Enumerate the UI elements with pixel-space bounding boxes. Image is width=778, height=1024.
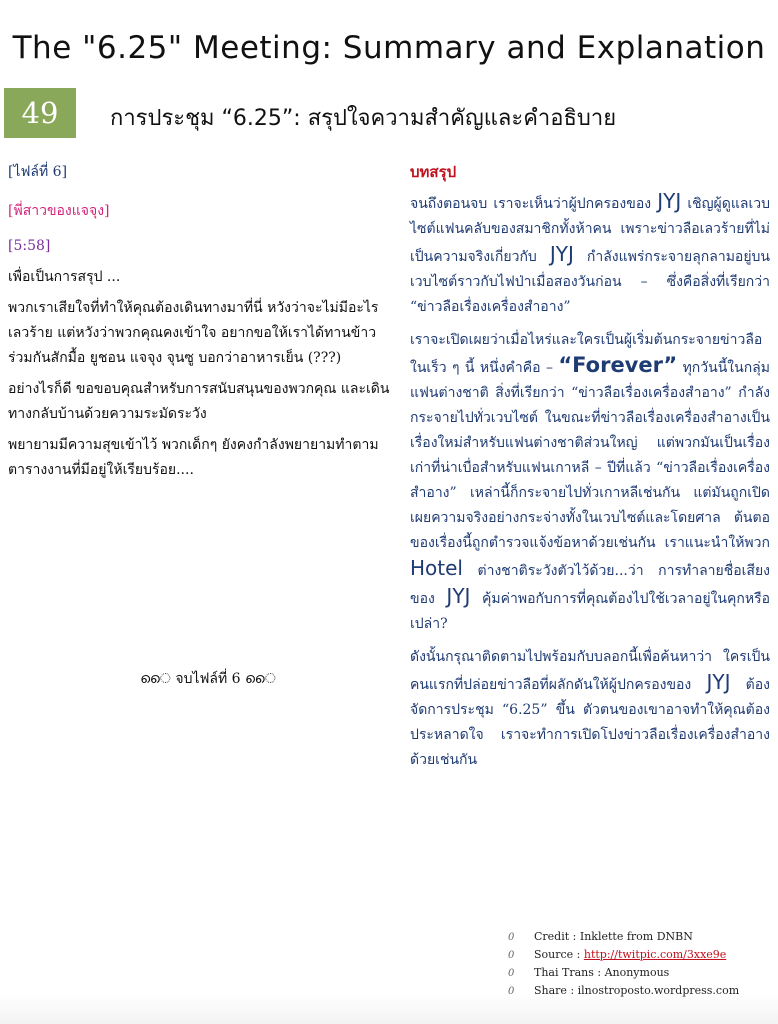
transcript-paragraph: เพื่อเป็นการสรุป ... [8, 269, 121, 285]
text-span: ทุกวันนี้ในกลุ่มแฟนต่างชาติ สิ่งที่เรียกว่า “ข่าวลือเรื่องเครื่องสำอาง” กำลังกระจายไปทั่วเวบไซต์ ในขณะที่ข่าวลือเรื่องเครื่องสำอางเป็นเรื่องใหม่สำหรับแฟนต่างชาติส่วนใหญ่ แต่พวกมันเป็นเรื่องเก่าที่น่าเบื่อสำหรับแฟนเกาหลี – ปีที่แล้ว “ข่าวลือเรื่องเครื่องสำอาง” เหล่านี้ก็กระจายไปทั่วเกาหลีเช่นกัน แต่มันถูกเปิดเผยความจริงอย่างกระจ่างทั้งในเวบไซต์และโดยศาล ต้นตอของเรื่องนี้ถูกตำรวจแจ้งข้อหาด้วยเช่นกัน เราแนะนำให้พวก [410, 360, 770, 551]
jyj-highlight: JYJ [657, 189, 682, 213]
text-span: เชิญผู้ดูแลเวบไซต์แฟนคลับของสมาชิกทั้งห้าคน เพราะข่าวลือเลวร้ายที่ไม่เป็นความจริงเกี่ยวกับ [410, 196, 770, 265]
bullet-marker: 0 [508, 932, 515, 943]
summary-paragraph [410, 189, 770, 320]
text-span: ดังนั้นกรุณาติดตามไปพร้อมกับบลอกนี้เพื่อค้นหาว่า ใครเป็นคนแรกที่ปล่อยข่าวลือที่ผลักดันให้ผู้ปกครองของ [410, 649, 770, 693]
summary-column [410, 160, 770, 781]
credit-item [508, 928, 768, 946]
bullet-marker: 0 [508, 986, 515, 997]
end-of-file-marker: ൈ จบไฟล์ที่ 6 ൈ [140, 671, 276, 687]
credit-text: Credit : Inklette from DNBN [534, 930, 693, 943]
text-span: ต้องจัดการประชุม “6.25” ขึ้น ตัวตนของเขาอาจทำให้คุณต้องประหลาดใจ เราจะทำการเปิดโปงข่าวลือเรื่องเครื่องสำอางด้วยเช่นกัน [410, 677, 770, 768]
speaker-label: [พี่สาวของแจจุง] [8, 203, 110, 219]
jyj-highlight: JYJ [446, 584, 471, 608]
credit-item [508, 964, 768, 982]
page-title: The "6.25" Meeting: Summary and Explanation [12, 30, 766, 66]
credit-item [508, 946, 768, 964]
text-span: จนถึงตอนจบ เราจะเห็นว่าผู้ปกครองของ [410, 196, 658, 212]
hotel-highlight: Hotel [410, 556, 463, 580]
jyj-highlight: JYJ [549, 242, 574, 266]
bullet-marker: 0 [508, 950, 515, 961]
thai-subtitle: การประชุม “6.25”: สรุปใจความสำคัญและคำอธิบาย [110, 106, 617, 131]
page-number-badge: 49 [4, 88, 76, 138]
transcript-paragraph: พยายามมีความสุขเข้าไว้ พวกเด็กๆ ยังคงกำลังพยายามทำตามตารางงานที่มีอยู่ให้เรียบร้อย.... [8, 437, 379, 478]
transcript-paragraph: อย่างไรก็ดี ขอขอบคุณสำหรับการสนับสนุนของพวกคุณ และเดินทางกลับบ้านด้วยความระมัดระวัง [8, 381, 390, 422]
summary-paragraph [410, 328, 770, 637]
translator-text: Thai Trans : Anonymous [534, 966, 670, 979]
source-link[interactable]: http://twitpic.com/3xxe9e [583, 948, 727, 961]
text-span: ต่างชาติระวังตัวไว้ด้วย...ว่า การทำลายชื่อเสียงของ [410, 563, 770, 607]
text-span: กำลังแพร่กระจายลุกลามอยู่บนเวบไซต์ราวกับไฟป่าเมื่อสองวันก่อน – ซึ่งคือสิ่งที่เรียกว่า “ข่าวลือเรื่องเครื่องสำอาง” [410, 249, 770, 315]
timestamp-label: [5:58] [8, 238, 51, 254]
share-text: Share : ilnostroposto.wordpress.com [534, 984, 740, 997]
text-span: คุ้มค่าพอกับการที่คุณต้องไปใช้เวลาอยู่ในคุกหรือเปล่า? [410, 591, 770, 632]
text-span: เราจะเปิดเผยว่าเมื่อไหร่และใครเป็นผู้เริ่มต้นกระจายข่าวลือในเร็ว ๆ นี้ หนึ่งคำคือ – [410, 332, 763, 376]
summary-paragraph [410, 645, 770, 773]
bullet-marker: 0 [508, 968, 515, 979]
jyj-highlight: JYJ [706, 670, 731, 694]
file-label: [ไฟล์ที่ 6] [8, 164, 68, 180]
transcript-column [8, 160, 394, 489]
transcript-paragraph: พวกเราเสียใจที่ทำให้คุณต้องเดินทางมาที่นี่ หวังว่าจะไม่มีอะไรเลวร้าย แต่หวังว่าพวกคุณคงเข้าใจ อยากขอให้เราได้ทานข้าวร่วมกันสักมื้อ ยูชอน แจจุง จุนซู บอกว่าอาหารเย็น (???) [8, 300, 379, 366]
source-label: Source : [534, 948, 584, 961]
credits-list [508, 928, 768, 1000]
summary-heading: บทสรุป [410, 163, 457, 181]
credit-item [508, 982, 768, 1000]
forever-highlight: “Forever” [558, 353, 678, 377]
